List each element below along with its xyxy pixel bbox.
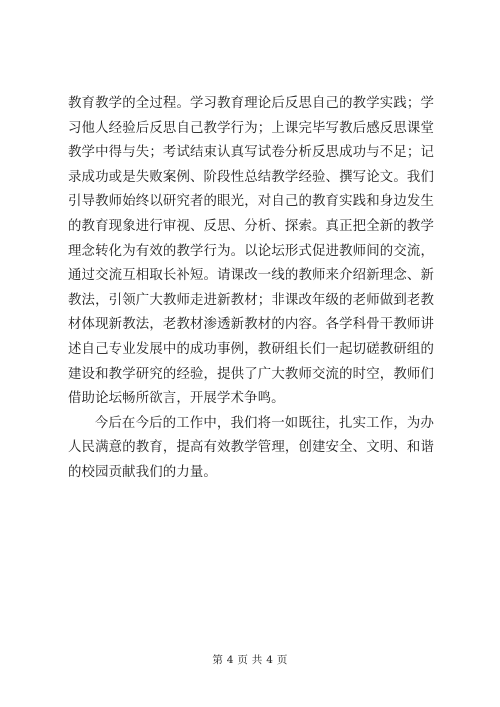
page-number-footer: 第 4 页 共 4 页 bbox=[212, 654, 288, 666]
document-body bbox=[68, 92, 434, 486]
paragraph-1: 教育教学的全过程。学习教育理论后反思自己的教学实践；学习他人经验后反思自己教学行为；上课完毕写教后感反思课堂教学中得与失；考试结束认真写试卷分析反思成功与不足；记录成功或是失败案例、阶段性总结教学经验、撰写论文。我们引导教师始终以研究者的眼光，对自己的教育实践和身边发生的教育现象进行审视、反思、分析、探索。真正把全新的教学理念转化为有效的教学行为。以论坛形式促进教师间的交流，通过交流互相取长补短。请课改一线的教师来介绍新理念、新教法，引领广大教师走进新教材；非课改年级的老师做到老教材体现新教法，老教材渗透新教材的内容。各学科骨干教师讲述自己专业发展中的成功事例，教研组长们一起切磋教研组的建设和教学研究的经验，提供了广大教师交流的时空，教师们借助论坛畅所欲言，开展学术争鸣。 bbox=[68, 96, 434, 407]
paragraph-2: 今后在今后的工作中，我们将一如既往，扎实工作，为办人民满意的教育，提高有效教学管理，创建安全、文明、和谐的校园贡献我们的力量。 bbox=[68, 415, 434, 480]
